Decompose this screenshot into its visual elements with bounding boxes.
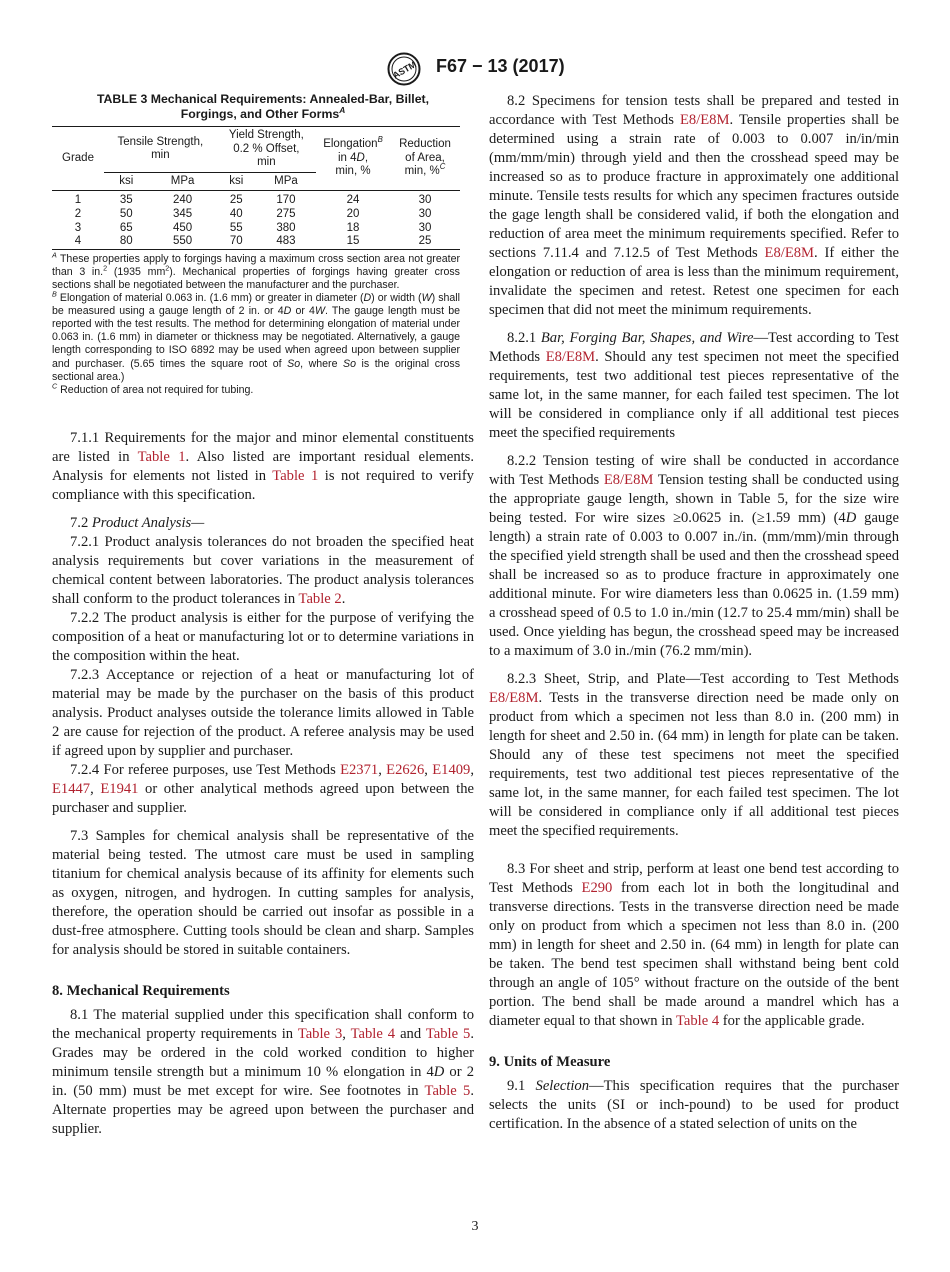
svg-text:ASTM: ASTM [390, 59, 419, 81]
link-e2371[interactable]: E2371 [340, 761, 379, 778]
footnote-a: $^A$ These properties apply to forgings having a maximum cross section area not greater than 3 in.$^2$ (1935 $mm^2$). Mechanical properties of forgings having greater cross sections shall be negotiated between the manufacturer and the purchaser. [52, 250, 460, 291]
link-e1447[interactable]: E1447 [52, 780, 91, 797]
table-3-title: TABLE 3 Mechanical Requirements: Annealed-Bar, Billet, Forgings, and Other Forms$^A$ [96, 92, 430, 121]
paragraph-7-2-3: 7.2.3 Acceptance or rejection of a heat or manufacturing lot of material may be made by the purchaser on the basis of this product analysis. Product analyses outside the tolerance limits allowed in Table 2 are cause for rejection of the product. A referee analysis may be used if agreed upon by supplier and purchaser. [52, 666, 474, 759]
paragraph-8-2-2: 8.2.2 Tension testing of wire shall be conducted in accordance with Test Methods E8/E8M Tension testing shall be conducted using the appropriate gauge length, shown in Table 5, for the size wire being tested. For wire sizes ≥0.0625 in. (≥1.59 mm) (4D gauge length) a strain rate of 0.003 to 0.007 in./in. (mm/mm)/min through the specified yield strength shall be used and then the crosshead speed shall be increased so as to produce fracture in approximately one additional minute. For wire diameters less than 0.0625 in. (1.59 mm) a crosshead speed of 0.5 to 1.0 in./min (12.7 to 25.4 mm/min) shall be used. Once yielding has begun, the crosshead speed may be increased to a maximum of 3.0 in./min (76.2 mm/min). [489, 453, 899, 659]
col-reduction-of-area: Reduction of Area, min, %$^C$ [399, 138, 451, 178]
link-table-4[interactable]: Table 4 [675, 1013, 720, 1029]
link-e2626[interactable]: E2626 [386, 761, 425, 778]
table-row: 1 35 240 25 170 24 30 [74, 194, 432, 207]
link-table-1[interactable]: Table 1 [137, 448, 186, 465]
col-tensile-strength: Tensile Strength, min [117, 135, 204, 162]
link-e290[interactable]: E290 [581, 880, 613, 896]
unit-ksi-tensile: ksi [104, 172, 149, 191]
paragraph-8-2-1: 8.2.1 Bar, Forging Bar, Shapes, and Wire—Test according to Test Methods E8/E8M. Should any test specimen not meet the specified requirements, test two additional test pieces representative of the same lot, in the same manner, for each failed test specimen. The lot will be considered in compliance only if all additional test pieces meet the specified requirements [489, 330, 899, 441]
paragraph-8-2: 8.2 Specimens for tension tests shall be prepared and tested in accordance with Test Methods E8/E8M. Tensile properties shall be determined using a strain rate of 0.003 to 0.007 in/in/min (mm/mm/min) through yield and then the crosshead speed may be increased so as to produce fracture in approximately one additional minute. Tensile tests results for which any specimen fractures outside the gage length shall be considered valid, if both the elongation and reduction of area meet the minimum requirements specified. Refer to sections 7.11.4 and 7.12.5 of Test Methods E8/E8M. If either the elongation or reduction of area is less than the minimum requirement, invalidate the specimen and retest. Retest one specimen for each specimen that did not meet the minimum requirements. [489, 93, 899, 318]
link-table-5[interactable]: Table 5 [425, 1025, 471, 1042]
table-3-footnotes [52, 250, 460, 397]
paragraph-7-3: 7.3 Samples for chemical analysis shall be representative of the material being tested. The utmost care must be used in sampling titanium for chemical analysis because of its affinity for elements such as oxygen, nitrogen, and hydrogen. In cutting samples for analysis, therefore, the operation should be carried out insofar as possible in a dust-free atmosphere. Cutting tools should be clean and sharp. Samples for analysis should be stored in suitable containers. [52, 827, 474, 958]
page-number: 3 [471, 1219, 479, 1234]
col-grade: Grade [62, 151, 94, 164]
link-e8-e8m[interactable]: E8/E8M [764, 245, 815, 261]
link-table-4[interactable]: Table 4 [350, 1025, 396, 1042]
table-row: 2 50 345 40 275 20 30 [74, 207, 432, 220]
mechanical-requirements-table [52, 126, 460, 250]
col-elongation: Elongation$^B$ in 4D, min, % [323, 135, 383, 178]
unit-mpa-tensile: MPa [149, 172, 217, 191]
link-e8-e8m[interactable]: E8/E8M [680, 112, 730, 128]
right-column [489, 92, 899, 1134]
section-heading-9: 9. Units of Measure [489, 1054, 611, 1070]
paragraph-8-3: 8.3 For sheet and strip, perform at least one bend test according to Test Methods E290 from each lot in both the longitudinal and transverse directions. Tests in the transverse direction need be made only on product from which a specimen not less than 8.0 in. (200 mm) in length for sheet and 2.50 in. (64 mm) in length for plate can be taken. The bend test specimen shall withstand being bent cold through an angle of 105° without fracture on the outside of the bent portion. The bend shall be made around a mandrel which has a diameter equal to that shown in Table 4 for the applicable grade. [489, 861, 900, 1029]
unit-ksi-yield: ksi [217, 172, 256, 191]
paragraph-8-1: 8.1 The material supplied under this specification shall conform to the mechanical property requirements in Table 3, Table 4 and Table 5. Grades may be ordered in the cold worked condition to higher minimum tensile strength but a minimum 10 % elongation in 4D or 2 in. (50 mm) must be met except for wire. See footnotes in Table 5. Alternate properties may be agreed upon between the purchaser and supplier. [52, 1006, 474, 1137]
table-row: 3 65 450 55 380 18 30 [74, 221, 432, 234]
footnote-b: $^B$ Elongation of material 0.063 in. (1.6 mm) or greater in diameter (D) or width (W) shall be measured using a gauge length of 2 in. or 4D or 4W. The gauge length must be reported with the test results. The method for determining elongation of material under 0.063 in. (1.6 mm) in diameter or thickness may be negotiated. Alternatively, a gauge length corresponding to ISO 6892 may be used when agreed upon between supplier and purchaser. (5.65 times the square root of So, where So is the original cross sectional area.) [52, 289, 460, 383]
paragraph-7-2-2: 7.2.2 The product analysis is either for the purpose of verifying the composition of a heat or manufacturing lot or to determine variations in the composition within the heat. [52, 609, 474, 664]
link-table-5[interactable]: Table 5 [424, 1082, 471, 1099]
link-table-1[interactable]: Table 1 [272, 467, 319, 484]
link-e1409[interactable]: E1409 [432, 761, 471, 778]
paragraph-8-2-3: 8.2.3 Sheet, Strip, and Plate—Test according to Test Methods E8/E8M. Tests in the transverse direction need be made only on product from which a specimen not less than 8.0 in. (200 mm) in length for sheet and 2.50 in. (64 mm) in length for plate can be taken. Should any of these test specimens not meet the specified requirements, test two additional test pieces representative of the same lot, in the same manner, for each failed test specimen. The lot will be considered in compliance only if all additional test pieces meet the specified requirements. [489, 671, 899, 839]
astm-logo-icon [387, 52, 421, 86]
section-heading-8: 8. Mechanical Requirements [52, 982, 230, 999]
paragraph-9-1: 9.1 Selection—This specification requires that the purchaser selects the units (SI or inch-pound) to be used for product certification. In the absence of a stated selection of units on the [489, 1078, 899, 1132]
left-column [52, 92, 474, 1139]
table-row: 4 80 550 70 483 15 25 [52, 235, 460, 249]
footnote-c: $^C$ Reduction of area not required for tubing. [52, 381, 254, 396]
paragraph-7-2-1: 7.2.1 Product analysis tolerances do not broaden the specified heat analysis requirements but cover variations in the measurement of chemical content between laboratories. The product analysis tolerances shall conform to the product tolerances in Table 2. [52, 533, 474, 607]
document-designation: F67 − 13 (2017) [436, 56, 565, 76]
paragraph-7-2-4: 7.2.4 For referee purposes, use Test Methods E2371, E2626, E1409, E1447, E1941 or other analytical methods agreed upon between the purchaser and supplier. [52, 761, 475, 816]
link-e8-e8m[interactable]: E8/E8M [489, 690, 539, 706]
col-yield-strength: Yield Strength, 0.2 % Offset, min [228, 129, 304, 169]
link-e8-e8m[interactable]: E8/E8M [545, 349, 596, 365]
link-e8-e8m[interactable]: E8/E8M [603, 472, 654, 488]
page-header [0, 50, 950, 86]
link-table-2[interactable]: Table 2 [298, 590, 342, 607]
unit-mpa-yield: MPa [256, 172, 316, 191]
link-table-3[interactable]: Table 3 [297, 1025, 343, 1042]
paragraph-7-2: 7.2 Product Analysis— [70, 514, 205, 531]
link-e1941[interactable]: E1941 [100, 780, 139, 797]
paragraph-7-1-1: 7.1.1 Requirements for the major and minor elemental constituents are listed in Table 1. Also listed are important residual elements. Analysis for elements not listed in Table 1 is not required to verify compliance with this specification. [52, 429, 474, 503]
